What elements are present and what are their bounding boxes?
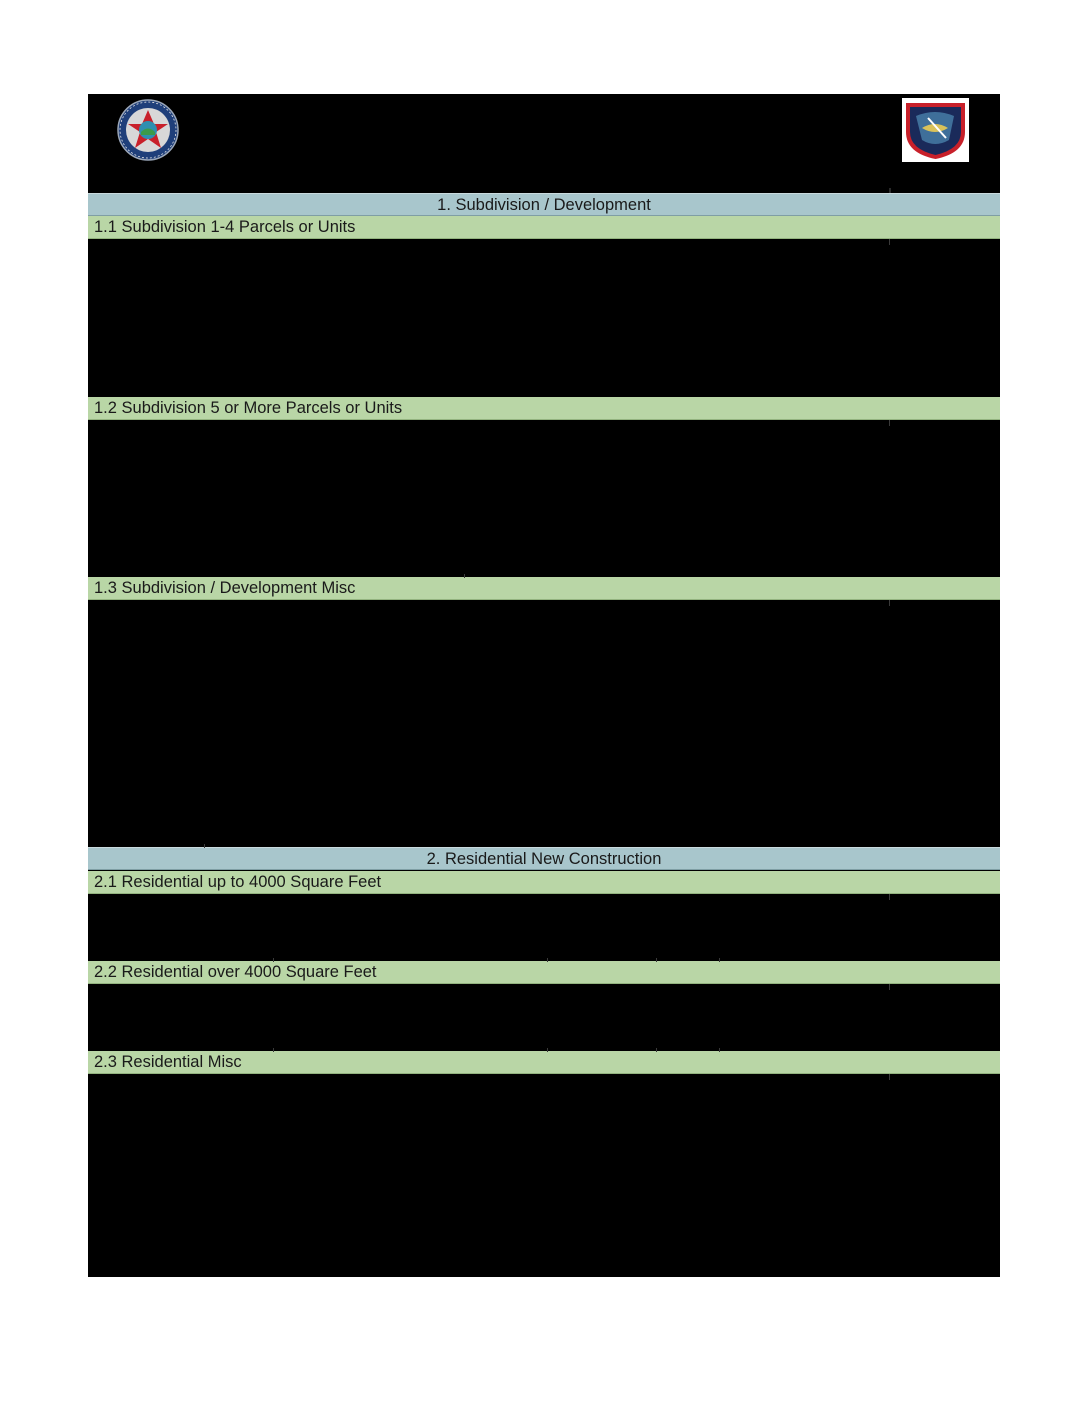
- subsection-header: [88, 871, 1000, 894]
- column-divider: [547, 1048, 548, 1052]
- column-divider: [889, 1074, 890, 1080]
- subsection-header: [88, 216, 1000, 239]
- column-divider: [464, 574, 465, 578]
- section-header: [88, 193, 1000, 216]
- column-divider: [719, 958, 720, 962]
- subsection-header: [88, 397, 1000, 420]
- column-divider: [889, 984, 890, 990]
- subsection-title: 1.1 Subdivision 1-4 Parcels or Units: [94, 218, 356, 236]
- subsection-title: 2.2 Residential over 4000 Square Feet: [94, 963, 377, 981]
- subsection-header: [88, 961, 1000, 984]
- column-divider: [656, 1048, 657, 1052]
- column-divider: [273, 958, 274, 962]
- column-divider: [656, 958, 657, 962]
- column-divider: [273, 1048, 274, 1052]
- column-divider: [889, 239, 890, 245]
- subsection-title: 1.3 Subdivision / Development Misc: [94, 579, 356, 597]
- subsection-header: [88, 1051, 1000, 1074]
- section-title: 2. Residential New Construction: [426, 850, 662, 868]
- subsection-header: [88, 577, 1000, 600]
- subsection-title: 1.2 Subdivision 5 or More Parcels or Units: [94, 399, 403, 417]
- column-divider: [719, 1048, 720, 1052]
- column-divider: [547, 958, 548, 962]
- fee-schedule-sheet: [88, 94, 1000, 1277]
- column-divider: [889, 600, 890, 606]
- fire-protection-district-seal-icon: [117, 99, 179, 161]
- subsection-title: 2.1 Residential up to 4000 Square Feet: [94, 873, 382, 891]
- column-divider: [889, 894, 890, 900]
- column-divider: [889, 420, 890, 426]
- valley-center-fire-shield-icon: [902, 98, 969, 162]
- section-header: [88, 847, 1000, 870]
- section-title: 1. Subdivision / Development: [437, 196, 651, 214]
- column-divider: [204, 844, 205, 848]
- subsection-title: 2.3 Residential Misc: [94, 1053, 242, 1071]
